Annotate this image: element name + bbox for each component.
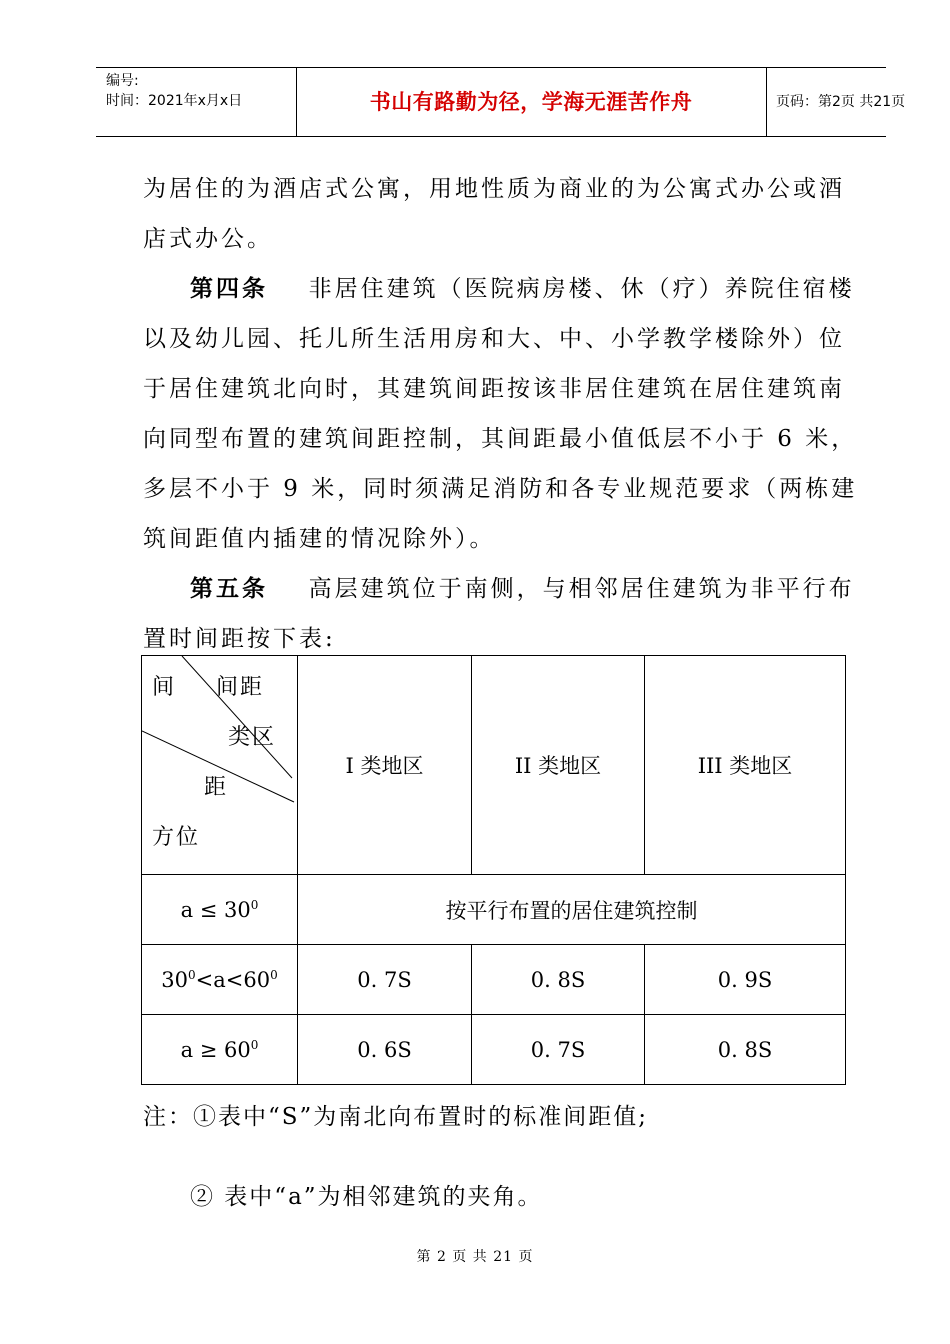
body-line: 为居住的为酒店式公寓，用地性质为商业的为公寓式办公或酒 <box>143 176 845 202</box>
value-cell: 0. 6S <box>298 1015 472 1085</box>
time-label: 时间：2021年x月x日 <box>106 93 243 109</box>
article-4-title: 第四条 <box>190 276 268 302</box>
article-5-title: 第五条 <box>190 576 268 602</box>
article-4-first-line <box>190 270 890 303</box>
header-motto: 书山有路勤为径，学海无涯苦作舟 <box>296 68 767 136</box>
col-header-zone-1: I 类地区 <box>298 656 472 875</box>
article-5-first-line <box>190 570 890 603</box>
corner-label-jianju: 间距 <box>216 675 265 700</box>
corner-label-leiqu: 类区 <box>228 725 277 750</box>
diagonal-header-cell <box>142 656 298 875</box>
table-row <box>142 945 846 1015</box>
table-row <box>142 1015 846 1085</box>
angle-cell: $30^0<a<60^0$ <box>142 945 298 1015</box>
corner-label-ju: 距 <box>204 775 229 800</box>
article-5-text: 高层建筑位于南侧，与相邻居住建筑为非平行布 <box>308 576 855 602</box>
col-header-zone-3: III 类地区 <box>645 656 846 875</box>
body-line: 置时间距按下表: <box>143 626 336 652</box>
table-row <box>142 875 846 945</box>
value-cell: 0. 9S <box>645 945 846 1015</box>
body-line: 筑间距值内插建的情况除外）。 <box>143 526 496 552</box>
table-header-row <box>142 656 846 875</box>
body-line: 多层不小于 9 米，同时须满足消防和各专业规范要求（两栋建 <box>143 476 858 502</box>
value-cell: 0. 8S <box>472 945 645 1015</box>
note-2: ② 表中“a”为相邻建筑的夹角。 <box>190 1184 543 1210</box>
page-footer: 第 2 页 共 21 页 <box>416 1249 534 1265</box>
value-cell: 0. 8S <box>645 1015 846 1085</box>
body-line: 店式办公。 <box>143 226 273 252</box>
number-label: 编号: <box>106 73 139 89</box>
angle-cell: $a \le 30^0$ <box>142 875 298 945</box>
col-header-zone-2: II 类地区 <box>472 656 645 875</box>
value-cell: 0. 7S <box>472 1015 645 1085</box>
angle-cell: $a \ge 60^0$ <box>142 1015 298 1085</box>
merged-cell: 按平行布置的居住建筑控制 <box>298 875 846 945</box>
corner-label-fangwei: 方位 <box>152 825 201 850</box>
value-cell: 0. 7S <box>298 945 472 1015</box>
spacing-table <box>141 655 846 1085</box>
body-line: 于居住建筑北向时，其建筑间距按该非居住建筑在居住建筑南 <box>143 376 845 402</box>
page-header <box>96 67 906 137</box>
header-page-label: 页码：第2页 共21页 <box>776 94 906 110</box>
corner-label-jian: 间 <box>152 675 177 700</box>
note-1: 注：①表中“S”为南北向布置时的标准间距值; <box>143 1104 649 1130</box>
body-line: 以及幼儿园、托儿所生活用房和大、中、小学教学楼除外）位 <box>143 326 845 352</box>
header-meta <box>96 68 297 136</box>
article-4-text: 非居住建筑（医院病房楼、休（疗）养院住宿楼 <box>308 276 855 302</box>
body-line: 向同型布置的建筑间距控制，其间距最小值低层不小于 6 米， <box>143 426 858 452</box>
